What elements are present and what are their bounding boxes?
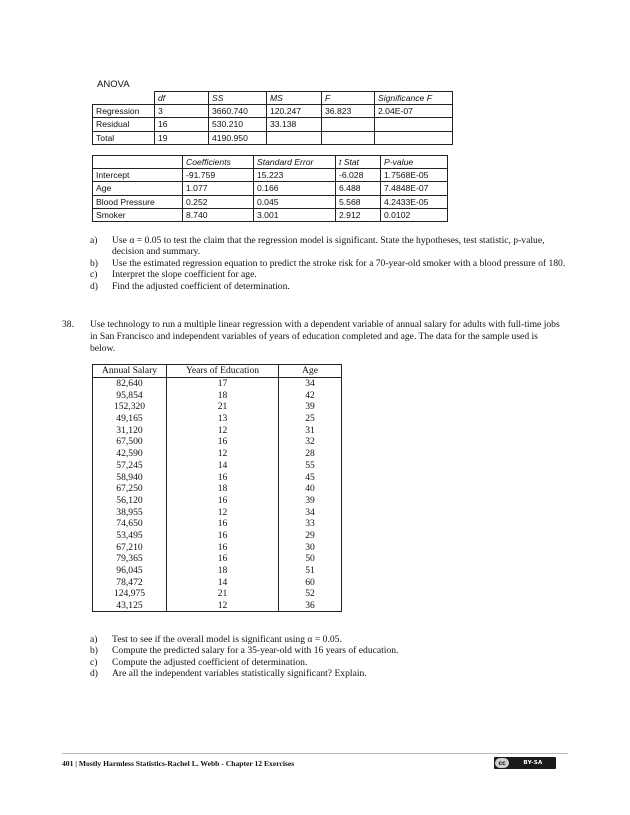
coef-cell: 8.740	[183, 208, 254, 221]
table-row	[93, 424, 342, 436]
item-text: Are all the independent variables statistically significant? Explain.	[112, 668, 367, 680]
question-38	[62, 319, 560, 354]
salary-cell: 95,854	[93, 389, 167, 401]
coef-cell: 7.4848E-07	[381, 182, 448, 195]
coef-cell: 3.001	[254, 208, 336, 221]
salary-cell: 67,210	[93, 541, 167, 553]
salary-cell: 51	[279, 565, 342, 577]
coef-cell: Smoker	[93, 208, 183, 221]
item-text: Compute the predicted salary for a 35-year-old with 16 years of education.	[112, 645, 399, 657]
table-row	[93, 377, 342, 389]
table-row	[93, 448, 342, 460]
anova-table	[92, 91, 453, 145]
table-row	[93, 588, 342, 600]
table-row	[93, 401, 342, 413]
salary-cell: 67,500	[93, 436, 167, 448]
coef-cell: 0.0102	[381, 208, 448, 221]
salary-cell: 31	[279, 424, 342, 436]
q38-parts-list	[90, 634, 567, 680]
item-text: Interpret the slope coefficient for age.	[112, 269, 257, 281]
item-text: Use α = 0.05 to test the claim that the regression model is significant. State the hypotheses, test statistic, p-value, decision and summary.	[112, 235, 545, 258]
anova-cell: 19	[155, 131, 209, 144]
anova-row	[93, 131, 453, 144]
salary-cell: 52	[279, 588, 342, 600]
salary-cell: 38,955	[93, 506, 167, 518]
anova-header-cell: F	[322, 92, 375, 105]
anova-cell: 36.823	[322, 105, 375, 118]
footer-divider	[62, 753, 568, 754]
salary-cell: 16	[167, 495, 279, 507]
coef-row	[93, 169, 448, 182]
salary-cell: 78,472	[93, 576, 167, 588]
salary-cell: 56,120	[93, 495, 167, 507]
item-label: c)	[90, 269, 98, 281]
anova-row	[93, 118, 453, 131]
anova-cell	[267, 131, 322, 144]
salary-header-cell: Annual Salary	[93, 365, 167, 378]
salary-cell: 16	[167, 530, 279, 542]
table-row	[93, 460, 342, 472]
item-label: b)	[90, 257, 98, 269]
list-item	[90, 657, 567, 668]
salary-cell: 21	[167, 401, 279, 413]
item-label: d)	[90, 280, 98, 292]
anova-header-row	[93, 92, 453, 105]
list-item	[90, 269, 567, 280]
salary-cell: 13	[167, 413, 279, 425]
coef-cell: 0.045	[254, 195, 336, 208]
coef-cell: 2.912	[336, 208, 381, 221]
salary-cell: 14	[167, 576, 279, 588]
salary-cell: 18	[167, 565, 279, 577]
anova-cell	[322, 131, 375, 144]
salary-cell: 55	[279, 460, 342, 472]
salary-cell: 49,165	[93, 413, 167, 425]
salary-header-row	[93, 365, 342, 378]
salary-cell: 30	[279, 541, 342, 553]
salary-cell: 42,590	[93, 448, 167, 460]
anova-header-cell: SS	[209, 92, 267, 105]
table-row	[93, 576, 342, 588]
coef-row	[93, 182, 448, 195]
coef-cell: 1.7568E-05	[381, 169, 448, 182]
anova-cell: Total	[93, 131, 155, 144]
table-row	[93, 483, 342, 495]
salary-cell: 43,125	[93, 600, 167, 612]
question-text: Use technology to run a multiple linear regression with a dependent variable of annual salary for adults with full-time jobs in San Francisco and independent variables of years of education completed and age. The data for the sample used is below.	[90, 319, 560, 354]
salary-cell: 74,650	[93, 518, 167, 530]
salary-cell: 18	[167, 389, 279, 401]
table-row	[93, 530, 342, 542]
anova-cell	[375, 118, 453, 131]
salary-cell: 39	[279, 495, 342, 507]
salary-cell: 25	[279, 413, 342, 425]
coef-header-cell: Coefficients	[183, 156, 254, 169]
salary-cell: 16	[167, 471, 279, 483]
salary-cell: 16	[167, 436, 279, 448]
salary-cell: 28	[279, 448, 342, 460]
coef-cell: -6.028	[336, 169, 381, 182]
salary-cell: 16	[167, 541, 279, 553]
item-label: b)	[90, 645, 98, 657]
salary-cell: 32	[279, 436, 342, 448]
cc-icon: cc	[494, 757, 510, 769]
table-row	[93, 471, 342, 483]
table-row	[93, 436, 342, 448]
coef-header-cell	[93, 156, 183, 169]
item-label: d)	[90, 668, 98, 680]
coef-cell: -91.759	[183, 169, 254, 182]
list-item	[90, 258, 567, 269]
table-row	[93, 506, 342, 518]
salary-cell: 58,940	[93, 471, 167, 483]
anova-cell: 2.04E-07	[375, 105, 453, 118]
license-label: BY-SA	[523, 760, 543, 766]
salary-cell: 40	[279, 483, 342, 495]
anova-title: ANOVA	[97, 79, 130, 90]
salary-cell: 21	[167, 588, 279, 600]
salary-cell: 33	[279, 518, 342, 530]
anova-header-cell: MS	[267, 92, 322, 105]
list-item	[90, 634, 567, 645]
salary-cell: 14	[167, 460, 279, 472]
table-row	[93, 541, 342, 553]
table-row	[93, 553, 342, 565]
salary-data-table	[92, 364, 342, 612]
salary-cell: 152,320	[93, 401, 167, 413]
list-item	[90, 668, 567, 679]
coef-cell: 1.077	[183, 182, 254, 195]
anova-header-cell: df	[155, 92, 209, 105]
salary-cell: 31,120	[93, 424, 167, 436]
salary-cell: 12	[167, 448, 279, 460]
page-footer: 401 | Mostly Harmless Statistics-Rachel L. Webb - Chapter 12 Exercises	[62, 759, 295, 768]
coef-cell: 4.2433E-05	[381, 195, 448, 208]
salary-cell: 96,045	[93, 565, 167, 577]
anova-cell: 4190.950	[209, 131, 267, 144]
coef-cell: 0.166	[254, 182, 336, 195]
salary-cell: 34	[279, 377, 342, 389]
list-item	[90, 235, 567, 258]
salary-header-cell: Age	[279, 365, 342, 378]
salary-cell: 45	[279, 471, 342, 483]
list-item	[90, 281, 567, 292]
table-row	[93, 600, 342, 612]
salary-cell: 50	[279, 553, 342, 565]
cc-license-badge	[494, 757, 556, 769]
list-item	[90, 645, 567, 656]
salary-cell: 82,640	[93, 377, 167, 389]
salary-cell: 16	[167, 518, 279, 530]
anova-header-cell	[93, 92, 155, 105]
table-row	[93, 518, 342, 530]
salary-cell: 39	[279, 401, 342, 413]
item-text: Test to see if the overall model is significant using α = 0.05.	[112, 634, 342, 645]
anova-cell: 33.138	[267, 118, 322, 131]
item-text: Use the estimated regression equation to predict the stroke risk for a 70-year-old smoker with a blood pressure of 180.	[112, 257, 566, 269]
coef-cell: Intercept	[93, 169, 183, 182]
table-row	[93, 389, 342, 401]
salary-cell: 67,250	[93, 483, 167, 495]
salary-header-cell: Years of Education	[167, 365, 279, 378]
item-label: c)	[90, 656, 98, 668]
anova-row	[93, 105, 453, 118]
anova-header-cell: Significance F	[375, 92, 453, 105]
table-row	[93, 413, 342, 425]
anova-cell: Regression	[93, 105, 155, 118]
table-row	[93, 495, 342, 507]
coef-cell: Blood Pressure	[93, 195, 183, 208]
salary-cell: 12	[167, 424, 279, 436]
salary-cell: 36	[279, 600, 342, 612]
salary-cell: 18	[167, 483, 279, 495]
salary-cell: 60	[279, 576, 342, 588]
coef-header-cell: t Stat	[336, 156, 381, 169]
coef-header-cell: Standard Error	[254, 156, 336, 169]
anova-cell: Residual	[93, 118, 155, 131]
coef-row	[93, 195, 448, 208]
coefficients-table	[92, 155, 448, 222]
salary-cell: 79,365	[93, 553, 167, 565]
coef-cell: Age	[93, 182, 183, 195]
anova-cell: 530.210	[209, 118, 267, 131]
anova-cell: 120.247	[267, 105, 322, 118]
anova-cell	[375, 131, 453, 144]
coef-cell: 0.252	[183, 195, 254, 208]
salary-cell: 53,495	[93, 530, 167, 542]
item-label: a)	[90, 235, 98, 246]
item-text: Compute the adjusted coefficient of determination.	[112, 656, 308, 668]
salary-cell: 29	[279, 530, 342, 542]
salary-cell: 12	[167, 600, 279, 612]
coef-header-row	[93, 156, 448, 169]
question-number: 38.	[62, 319, 74, 330]
item-text: Find the adjusted coefficient of determination.	[112, 280, 290, 292]
coef-cell: 6.488	[336, 182, 381, 195]
coef-header-cell: P-value	[381, 156, 448, 169]
salary-cell: 57,245	[93, 460, 167, 472]
anova-cell: 3660.740	[209, 105, 267, 118]
salary-cell: 16	[167, 553, 279, 565]
item-label: a)	[90, 634, 98, 645]
salary-cell: 42	[279, 389, 342, 401]
coef-cell: 15.223	[254, 169, 336, 182]
anova-cell	[322, 118, 375, 131]
salary-cell: 12	[167, 506, 279, 518]
anova-cell: 16	[155, 118, 209, 131]
salary-cell: 124,975	[93, 588, 167, 600]
salary-cell: 34	[279, 506, 342, 518]
coef-row	[93, 208, 448, 221]
q37-parts-list	[90, 235, 567, 292]
salary-cell: 17	[167, 377, 279, 389]
coef-cell: 5.568	[336, 195, 381, 208]
table-row	[93, 565, 342, 577]
anova-cell: 3	[155, 105, 209, 118]
